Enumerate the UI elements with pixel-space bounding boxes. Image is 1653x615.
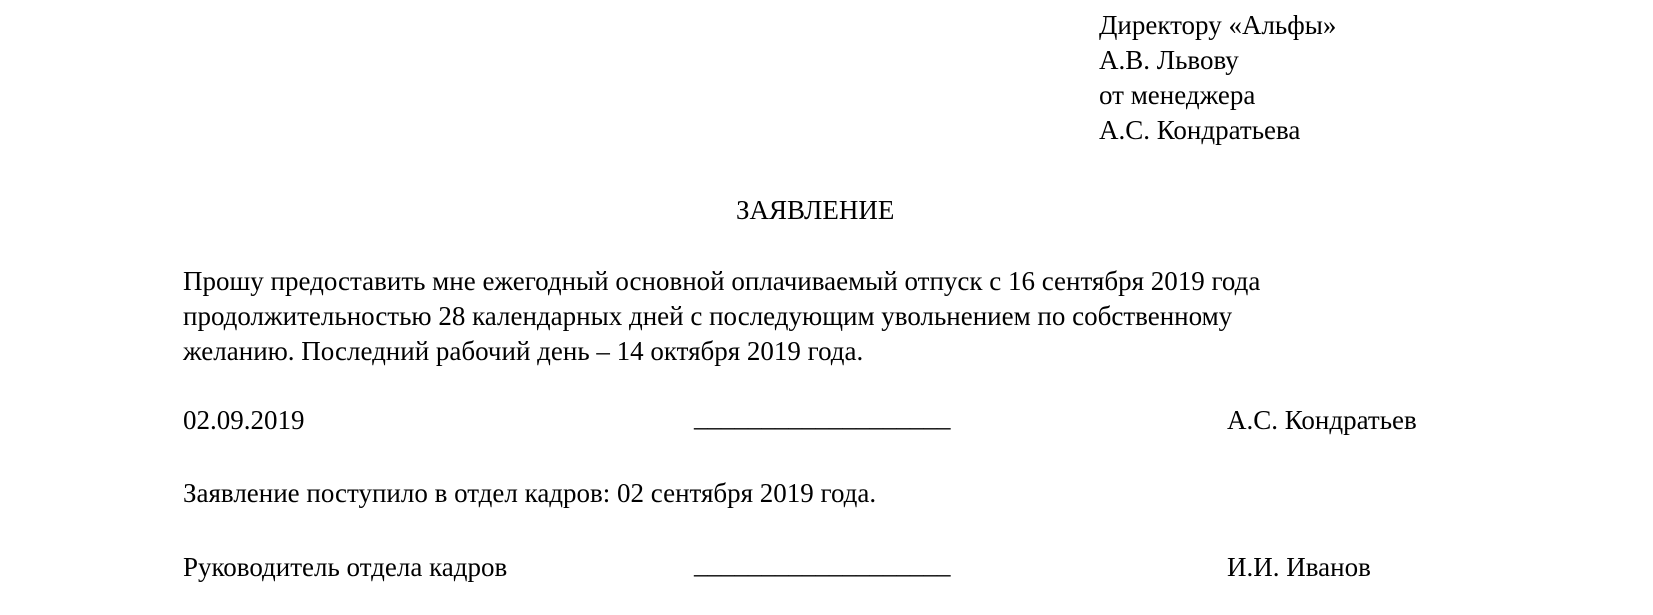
addressee-line-2: А.В. Львову — [1099, 45, 1239, 75]
body-line-3: желанию. Последний рабочий день – 14 октября 2019 года. — [183, 336, 864, 366]
addressee-line-1: Директору «Альфы» — [1099, 10, 1337, 40]
employee-signature-line: ___________________ — [694, 402, 951, 432]
hr-head-position: Руководитель отдела кадров — [183, 552, 508, 582]
body-line-2: продолжительностью 28 календарных дней с последующим увольнением по собственному — [183, 301, 1233, 331]
addressee-block — [1099, 8, 1336, 148]
document-title: ЗАЯВЛЕНИЕ — [736, 195, 895, 225]
addressee-line-3: от менеджера — [1099, 80, 1256, 110]
hr-signature-line: ___________________ — [694, 549, 951, 579]
employee-name: А.С. Кондратьев — [1227, 405, 1417, 435]
application-date: 02.09.2019 — [183, 405, 305, 435]
received-note: Заявление поступило в отдел кадров: 02 сентября 2019 года. — [183, 478, 877, 508]
hr-head-name: И.И. Иванов — [1227, 552, 1371, 582]
application-body — [183, 264, 1260, 369]
addressee-line-4: А.С. Кондратьева — [1099, 115, 1301, 145]
body-line-1: Прошу предоставить мне ежегодный основной оплачиваемый отпуск с 16 сентября 2019 года — [183, 266, 1261, 296]
